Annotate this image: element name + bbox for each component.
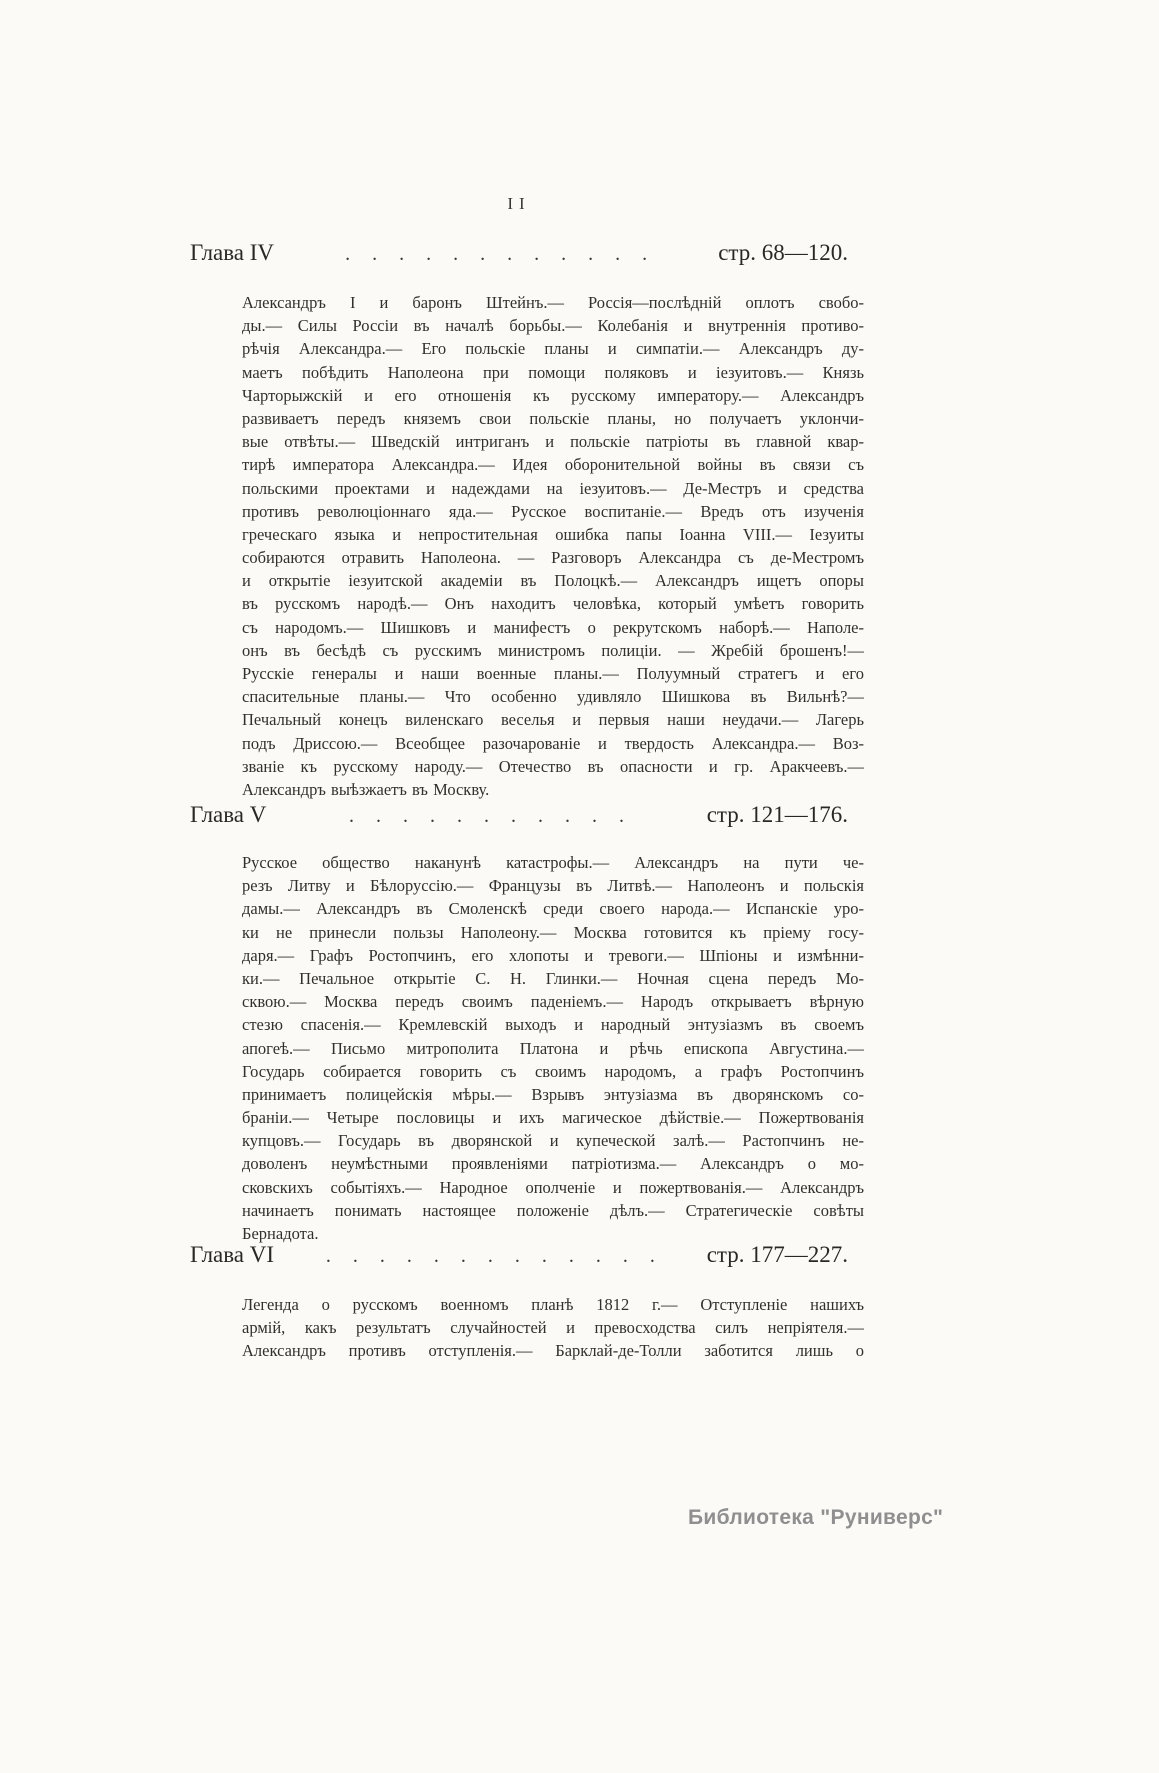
summary-line: тирѣ императора Александра.— Идея оборонительной войны въ связи съ <box>242 455 864 475</box>
chapter-5-title: Глава V <box>190 802 267 827</box>
summary-line: Александръ I и баронъ Штейнъ.— Россія—послѣдній оплотъ свобо- <box>242 293 864 312</box>
chapter-6-page-range: стр. 177—227. <box>706 1242 848 1267</box>
summary-line: Александръ выѣзжаетъ въ Москву. <box>242 779 490 799</box>
summary-line: даря.— Графъ Ростопчинъ, его хлопоты и тревоги.— Шпіоны и измѣнни- <box>242 945 864 965</box>
summary-line: Александръ противъ отступленія.— Барклай-де-Толли заботится лишь о <box>242 1341 864 1361</box>
summary-line: доволенъ неумѣстными проявленіями патріотизма.— Александръ о мо- <box>242 1154 864 1174</box>
summary-line: маетъ побѣдить Наполеона при помощи поляковъ и іезуитовъ.— Князь <box>242 362 864 382</box>
summary-line: резъ Литву и Бѣлоруссію.— Французы въ Литвѣ.— Наполеонъ и польскія <box>242 876 864 896</box>
summary-line: званіе къ русскому народу.— Отечество въ опасности и гр. Аракчеевъ.— <box>242 756 864 776</box>
page-number: II <box>507 194 531 213</box>
summary-line: и открытіе іезуитской академіи въ Полоцкѣ.— Александръ ищетъ опоры <box>242 571 864 591</box>
summary-line: начинаетъ понимать настоящее положеніе дѣлъ.— Стратегическіе совѣты <box>242 1200 864 1220</box>
summary-line: ды.— Силы Россіи въ началѣ борьбы.— Колебанія и внутреннія противо- <box>242 316 864 336</box>
chapter-4-heading <box>190 240 848 266</box>
chapter-4-summary <box>242 291 864 801</box>
summary-line: армій, какъ результатъ случайностей и превосходства силъ непріятеля.— <box>242 1318 864 1338</box>
summary-line: вые отвѣты.— Шведскій интриганъ и польскіе патріоты въ главной квар- <box>242 432 864 452</box>
summary-line: принимаетъ полицейскія мѣры.— Взрывъ энтузіазма въ дворянскомъ со- <box>242 1084 864 1104</box>
summary-line: спасительные планы.— Что особенно удивляло Шишкова въ Вильнѣ?— <box>242 687 864 707</box>
summary-line: Русскіе генералы и наши военные планы.— Полуумный стратегъ и его <box>242 664 864 683</box>
chapter-5-heading <box>190 802 848 828</box>
summary-line: купцовъ.— Государь въ дворянской и купеческой залѣ.— Растопчинъ не- <box>242 1131 864 1151</box>
library-watermark: Библиотека "Руниверс" <box>688 1506 944 1529</box>
summary-line: дамы.— Александръ въ Смоленскѣ среди своего народа.— Испанскіе уро- <box>242 899 864 919</box>
summary-line: польскими проектами и надеждами на іезуитовъ.— Де-Местръ и средства <box>242 478 864 498</box>
summary-line: Русское общество наканунѣ катастрофы.— Александръ на пути че- <box>242 853 864 872</box>
dot-leader: . . . . . . . . . . . . . <box>325 1245 655 1267</box>
summary-line: въ русскомъ народѣ.— Онъ находитъ человѣка, который умѣетъ говорить <box>242 594 864 614</box>
summary-line: стезю спасенія.— Кремлевскій выходъ и народный энтузіазмъ въ своемъ <box>242 1015 864 1035</box>
summary-line: Печальный конецъ виленскаго веселья и первыя наши неудачи.— Лагерь <box>242 710 864 730</box>
summary-line: Легенда о русскомъ военномъ планѣ 1812 г.— Отступленіе нашихъ <box>242 1295 864 1314</box>
summary-line: сквою.— Москва передъ своимъ паденіемъ.— Народъ открываетъ вѣрную <box>242 992 864 1012</box>
chapter-6-title: Глава VI <box>190 1242 275 1267</box>
summary-line: подъ Дриссою.— Всеобщее разочарованіе и твердость Александра.— Воз- <box>242 733 864 753</box>
summary-line: развиваетъ передъ княземъ свои польскіе планы, но получаетъ уклончи- <box>242 408 864 428</box>
chapter-6-heading <box>190 1242 848 1268</box>
summary-line: съ народомъ.— Шишковъ и манифестъ о рекрутскомъ наборѣ.— Наполе- <box>242 617 864 637</box>
summary-line: Бернадота. <box>242 1224 319 1243</box>
summary-line: сковскихъ событіяхъ.— Народное ополченіе и пожертвованія.— Александръ <box>242 1177 864 1197</box>
summary-line: апогеѣ.— Письмо митрополита Платона и рѣчь епископа Августина.— <box>242 1038 864 1058</box>
dot-leader: . . . . . . . . . . . . <box>345 243 648 265</box>
summary-line: рѣчія Александра.— Его польскіе планы и симпатіи.— Александръ ду- <box>242 339 864 359</box>
chapter-4-page-range: стр. 68—120. <box>718 240 848 265</box>
summary-line: Государь собирается говорить съ своимъ народомъ, а графъ Ростопчинъ <box>242 1061 864 1081</box>
summary-line: ки не принесли пользы Наполеону.— Москва готовится къ пріему госу- <box>242 922 864 942</box>
chapter-6-summary <box>242 1293 864 1363</box>
chapter-5-page-range: стр. 121—176. <box>706 802 848 827</box>
summary-line: браніи.— Четыре пословицы и ихъ магическое дѣйствіе.— Пожертвованія <box>242 1108 864 1128</box>
summary-line: противъ революціоннаго яда.— Русское воспитаніе.— Вредъ отъ изученія <box>242 501 864 521</box>
summary-line: ки.— Печальное открытіе С. Н. Глинки.— Ночная сцена передъ Мо- <box>242 968 864 988</box>
summary-line: онъ въ бесѣдѣ съ русскимъ министромъ полиціи. — Жребій брошенъ!— <box>242 640 864 660</box>
summary-line: греческаго языка и непростительная ошибка папы Іоанна VIII.— Іезуиты <box>242 524 864 544</box>
chapter-4-title: Глава IV <box>190 240 275 265</box>
summary-line: Чарторыжскій и его отношенія къ русскому императору.— Александръ <box>242 385 864 405</box>
chapter-5-summary <box>242 851 864 1245</box>
dot-leader: . . . . . . . . . . . <box>349 805 625 827</box>
summary-line: собираются отравить Наполеона. — Разговоръ Александра съ де-Местромъ <box>242 548 864 568</box>
